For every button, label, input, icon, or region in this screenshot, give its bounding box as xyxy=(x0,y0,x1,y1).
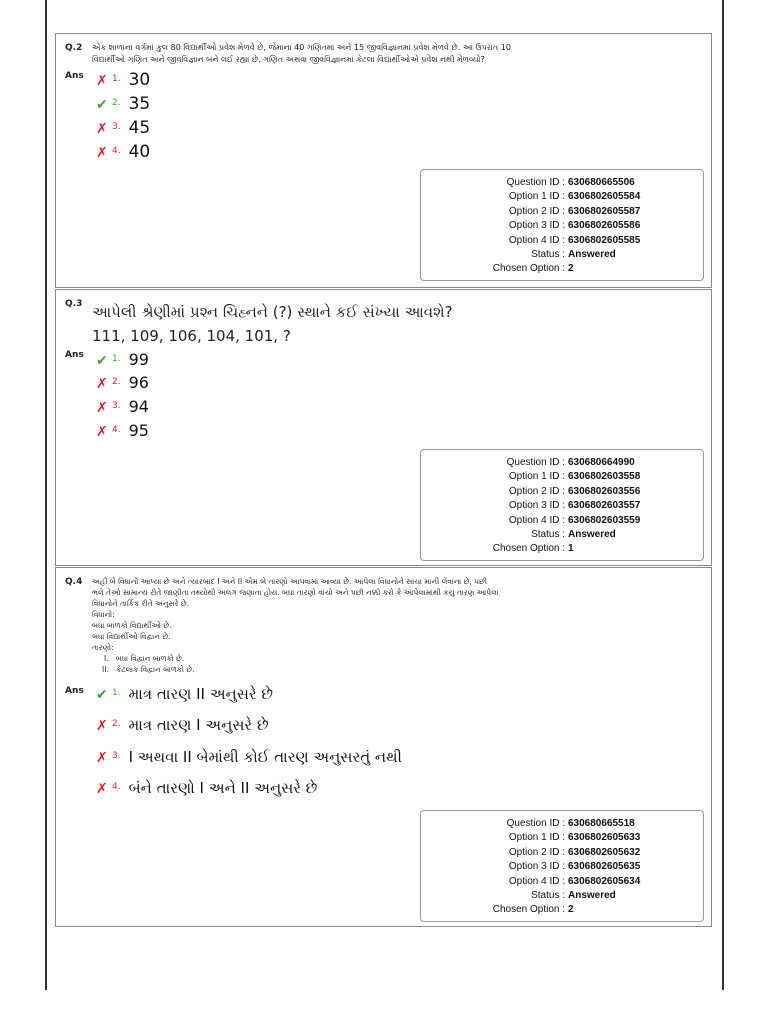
info-question-id: Question ID : 630680664990 xyxy=(506,457,635,468)
question-text xyxy=(92,300,699,348)
info-option-1-id: Option 1 ID : 6306802605633 xyxy=(508,832,641,844)
info-status: Status : Answered xyxy=(531,890,616,902)
question-text-line: બધા વિદ્યાર્થીઓ વિદ્વાન છે. xyxy=(92,632,171,641)
option-3 xyxy=(96,397,149,416)
info-option-3-id: Option 3 ID : 6306802605586 xyxy=(508,220,641,232)
info-chosen-option: Chosen Option : 2 xyxy=(492,263,574,275)
option-1 xyxy=(96,685,273,703)
info-option-4-id: Option 4 ID : 6306802605585 xyxy=(508,234,641,246)
info-chosen-option: Chosen Option : 2 xyxy=(492,904,574,916)
option-text: 45 xyxy=(128,118,151,138)
conclusion-item xyxy=(92,653,699,664)
conclusion-text: બધા વિદ્વાન બાળકો છે. xyxy=(115,654,185,663)
conclusion-text: કેટલાક વિદ્વાન બાળકો છે. xyxy=(115,665,195,674)
info-status: Status : Answered xyxy=(531,529,616,541)
question-info-box xyxy=(420,449,704,561)
option-3 xyxy=(96,748,402,766)
cross-icon: ✗ xyxy=(96,750,108,766)
option-number: 4. xyxy=(112,425,121,435)
question-card-q4 xyxy=(55,567,712,927)
answer-label: Ans xyxy=(65,686,84,696)
option-2 xyxy=(96,94,150,114)
conclusion-number: II. xyxy=(102,665,109,674)
option-4 xyxy=(96,421,149,440)
page-right-rule xyxy=(722,0,724,990)
info-option-4-id: Option 4 ID : 6306802605634 xyxy=(508,875,641,887)
question-text-line: અહીં બે વિધાનો આપ્યા છે અને ત્યારબાદ I અને II એમ બે તારણો આપવામાં આવ્યા છે. આપેલા વિધાનોને સાચા માની લેવાના છે, પછી xyxy=(92,577,487,586)
info-option-2-id: Option 2 ID : 6306802605587 xyxy=(508,205,641,217)
answer-label: Ans xyxy=(65,350,84,360)
option-text: માત્ર તારણ II અનુસરે છે xyxy=(128,685,273,703)
option-text: 94 xyxy=(128,397,149,416)
page-left-rule xyxy=(45,0,47,990)
info-question-id: Question ID : 630680665506 xyxy=(506,177,635,188)
info-status: Status : Answered xyxy=(531,249,616,261)
info-option-3-id: Option 3 ID : 6306802605635 xyxy=(508,861,641,873)
check-icon: ✔ xyxy=(96,687,108,703)
question-text xyxy=(92,576,699,675)
cross-icon: ✗ xyxy=(96,376,108,392)
option-number: 2. xyxy=(112,719,121,729)
question-text xyxy=(92,42,699,66)
option-text: બંને તારણો I અને II અનુસરે છે xyxy=(128,779,318,797)
cross-icon: ✗ xyxy=(96,145,108,161)
conclusion-item xyxy=(92,664,699,675)
info-option-1-id: Option 1 ID : 6306802605584 xyxy=(508,191,641,203)
question-text-line: એક શાળાના વર્ગમાં કુલ 80 વિદ્યાર્થીઓ પ્રવેશ મેળવે છે, જેમાના 40 ગણિતમાં અને 15 જીવવિજ્ઞાનમાં પ્રવેશ મેળવે છે. આ ઉપરાંત 10 xyxy=(92,43,511,52)
option-2 xyxy=(96,716,269,734)
answer-label: Ans xyxy=(65,71,84,81)
question-number: Q.3 xyxy=(65,299,83,309)
option-text: 99 xyxy=(128,350,149,369)
option-3 xyxy=(96,118,150,138)
question-text-line: વિધાનોને તાર્કિક રીતે અનુસરે છે. xyxy=(92,599,190,608)
option-2 xyxy=(96,373,149,392)
option-1 xyxy=(96,70,150,90)
option-4 xyxy=(96,779,317,797)
check-icon: ✔ xyxy=(96,353,108,369)
question-text-line: તારણો: xyxy=(92,643,114,652)
cross-icon: ✗ xyxy=(96,73,108,89)
option-number: 1. xyxy=(112,688,121,698)
question-text-line: બધા બાળકો વિદ્યાર્થીઓ છે. xyxy=(92,621,172,630)
option-text: 30 xyxy=(128,70,151,90)
option-text: 40 xyxy=(128,142,151,162)
option-text: I અથવા II બેમાંથી કોઈ તારણ અનુસરતું નથી xyxy=(128,748,402,766)
question-card-q2 xyxy=(55,33,712,288)
question-text-line: વિધાનો: xyxy=(92,610,115,619)
cross-icon: ✗ xyxy=(96,121,108,137)
conclusion-number: I. xyxy=(104,654,109,663)
question-info-box xyxy=(420,810,704,922)
info-question-id: Question ID : 630680665518 xyxy=(506,818,635,829)
info-option-2-id: Option 2 ID : 6306802603556 xyxy=(508,485,641,497)
option-number: 1. xyxy=(112,354,121,364)
option-number: 4. xyxy=(112,782,121,792)
option-number: 2. xyxy=(112,377,121,387)
question-info-box xyxy=(420,169,704,281)
info-option-2-id: Option 2 ID : 6306802605632 xyxy=(508,846,641,858)
question-text-line: વિદ્યાર્થીઓ ગણિત અને જીવવિજ્ઞાન બંને લઈ રહ્યા છે. ગણિત અથવા જીવવિજ્ઞાનમાં કેટલા વિદ્યાર્થીઓએ પ્રવેશ નથી મેળવ્યો? xyxy=(92,55,485,64)
option-text: 96 xyxy=(128,373,149,392)
question-card-q3 xyxy=(55,289,712,566)
question-text-line: આપેલી શ્રેણીમાં પ્રશ્ન ચિહ્નને (?) સ્થાને કઈ સંખ્યા આવશે? xyxy=(92,303,453,321)
option-1 xyxy=(96,350,149,369)
option-number: 3. xyxy=(112,122,121,132)
cross-icon: ✗ xyxy=(96,718,108,734)
cross-icon: ✗ xyxy=(96,400,108,416)
question-text-line: 111, 109, 106, 104, 101, ? xyxy=(92,327,291,345)
option-text: માત્ર તારણ I અનુસરે છે xyxy=(128,716,269,734)
info-chosen-option: Chosen Option : 1 xyxy=(492,543,574,555)
info-option-1-id: Option 1 ID : 6306802603558 xyxy=(508,471,641,483)
question-number: Q.4 xyxy=(65,577,83,587)
option-text: 35 xyxy=(128,94,151,114)
question-number: Q.2 xyxy=(65,43,83,53)
option-4 xyxy=(96,142,150,162)
question-text-line: ભલે તેઓ સામાન્ય રીતે જાણીતા તથ્યોથી અલગ જણાતા હોય. બધા તારણો વાંચો અને પછી નક્કી કરો કે આપેલામાંથી કયું તારણ આપેલા xyxy=(92,588,499,597)
option-text: 95 xyxy=(128,421,149,440)
option-number: 1. xyxy=(112,74,121,84)
cross-icon: ✗ xyxy=(96,781,108,797)
check-icon: ✔ xyxy=(96,97,108,113)
option-number: 4. xyxy=(112,146,121,156)
cross-icon: ✗ xyxy=(96,424,108,440)
info-option-3-id: Option 3 ID : 6306802603557 xyxy=(508,500,641,512)
option-number: 2. xyxy=(112,98,121,108)
option-number: 3. xyxy=(112,401,121,411)
option-number: 3. xyxy=(112,751,121,761)
info-option-4-id: Option 4 ID : 6306802603559 xyxy=(508,514,641,526)
